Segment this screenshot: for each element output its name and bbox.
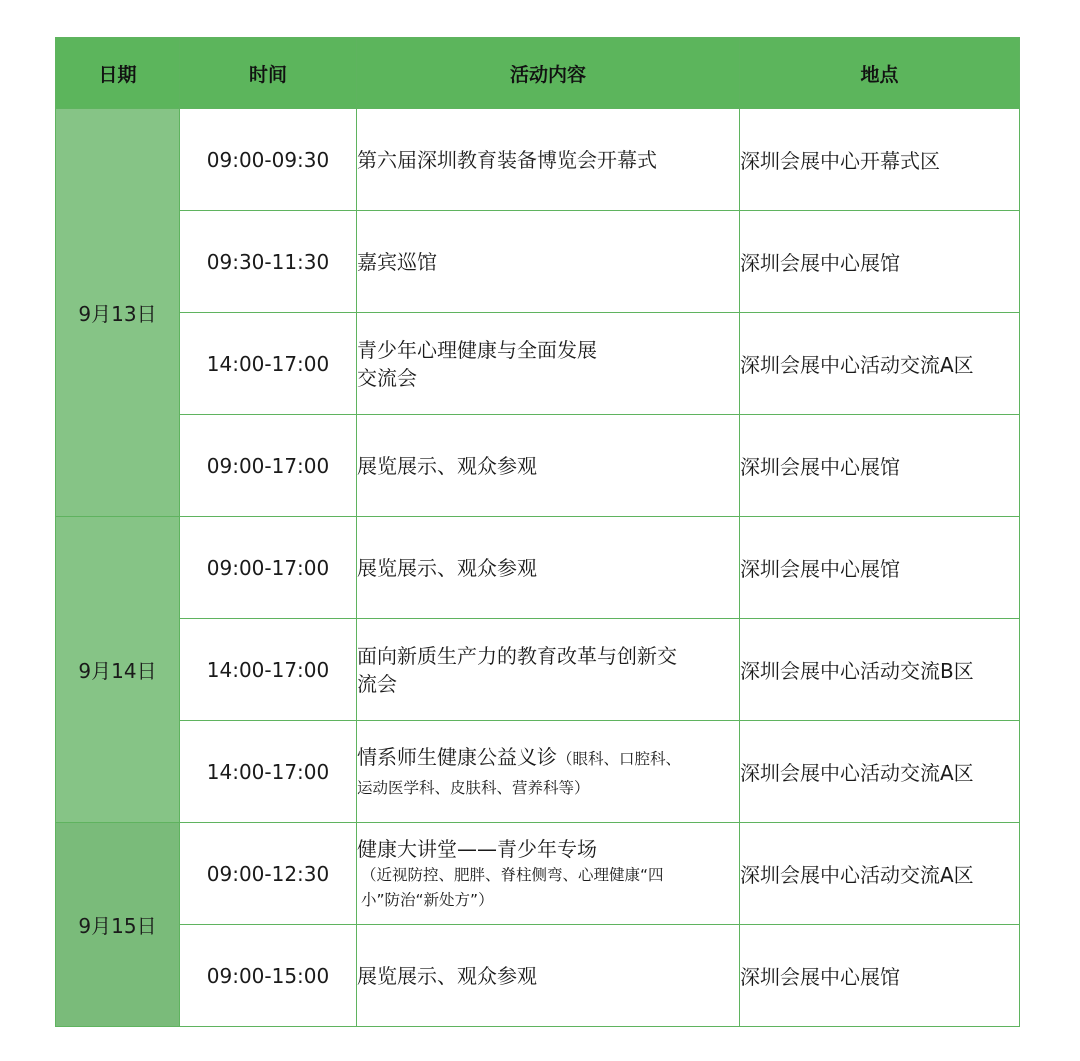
activity-cell [357,721,740,823]
time-cell: 09:00-17:00 [180,415,357,517]
table-row [56,313,1020,415]
activity-note: 小”防治“新处方”） [361,890,494,909]
date-cell-sep14: 9月14日 [56,517,180,823]
date-cell-sep15: 9月15日 [56,823,180,1027]
activity-note: 运动医学科、皮肤科、营养科等） [357,778,590,797]
table-row [56,925,1020,1027]
activity-line: 青少年心理健康与全面发展 [357,337,597,362]
activity-note: （近视防控、肥胖、脊柱侧弯、心理健康“四 [361,865,664,884]
time-cell: 14:00-17:00 [180,313,357,415]
table-row [56,211,1020,313]
activity-line: 流会 [357,671,397,696]
table-row [56,517,1020,619]
location-cell: 深圳会展中心开幕式区 [740,109,1020,211]
activity-note: （眼科、口腔科、 [557,749,682,768]
time-cell: 09:00-15:00 [180,925,357,1027]
header-activity: 活动内容 [357,38,740,109]
time-cell: 09:30-11:30 [180,211,357,313]
header-location: 地点 [740,38,1020,109]
location-cell: 深圳会展中心展馆 [740,517,1020,619]
activity-cell [357,313,740,415]
location-cell: 深圳会展中心展馆 [740,415,1020,517]
time-cell: 09:00-17:00 [180,517,357,619]
header-date: 日期 [56,38,180,109]
activity-cell: 展览展示、观众参观 [357,925,740,1027]
schedule-table [55,37,1020,1027]
activity-cell [357,619,740,721]
table-row [56,109,1020,211]
time-cell: 14:00-17:00 [180,721,357,823]
table-row [56,721,1020,823]
activity-title: 情系师生健康公益义诊 [357,744,557,769]
table-row [56,619,1020,721]
date-cell-sep13: 9月13日 [56,109,180,517]
location-cell: 深圳会展中心展馆 [740,211,1020,313]
activity-cell: 展览展示、观众参观 [357,415,740,517]
activity-line: 面向新质生产力的教育改革与创新交 [357,643,677,668]
time-cell: 14:00-17:00 [180,619,357,721]
time-cell: 09:00-09:30 [180,109,357,211]
activity-cell [357,823,740,925]
header-time: 时间 [180,38,357,109]
table-row [56,415,1020,517]
location-cell: 深圳会展中心活动交流B区 [740,619,1020,721]
activity-title: 健康大讲堂——青少年专场 [357,836,597,861]
location-cell: 深圳会展中心活动交流A区 [740,313,1020,415]
activity-cell: 嘉宾巡馆 [357,211,740,313]
time-cell: 09:00-12:30 [180,823,357,925]
activity-cell: 第六届深圳教育装备博览会开幕式 [357,109,740,211]
location-cell: 深圳会展中心展馆 [740,925,1020,1027]
table-row [56,823,1020,925]
header-row [56,38,1020,109]
location-cell: 深圳会展中心活动交流A区 [740,721,1020,823]
activity-cell: 展览展示、观众参观 [357,517,740,619]
location-cell: 深圳会展中心活动交流A区 [740,823,1020,925]
activity-line: 交流会 [357,365,417,390]
